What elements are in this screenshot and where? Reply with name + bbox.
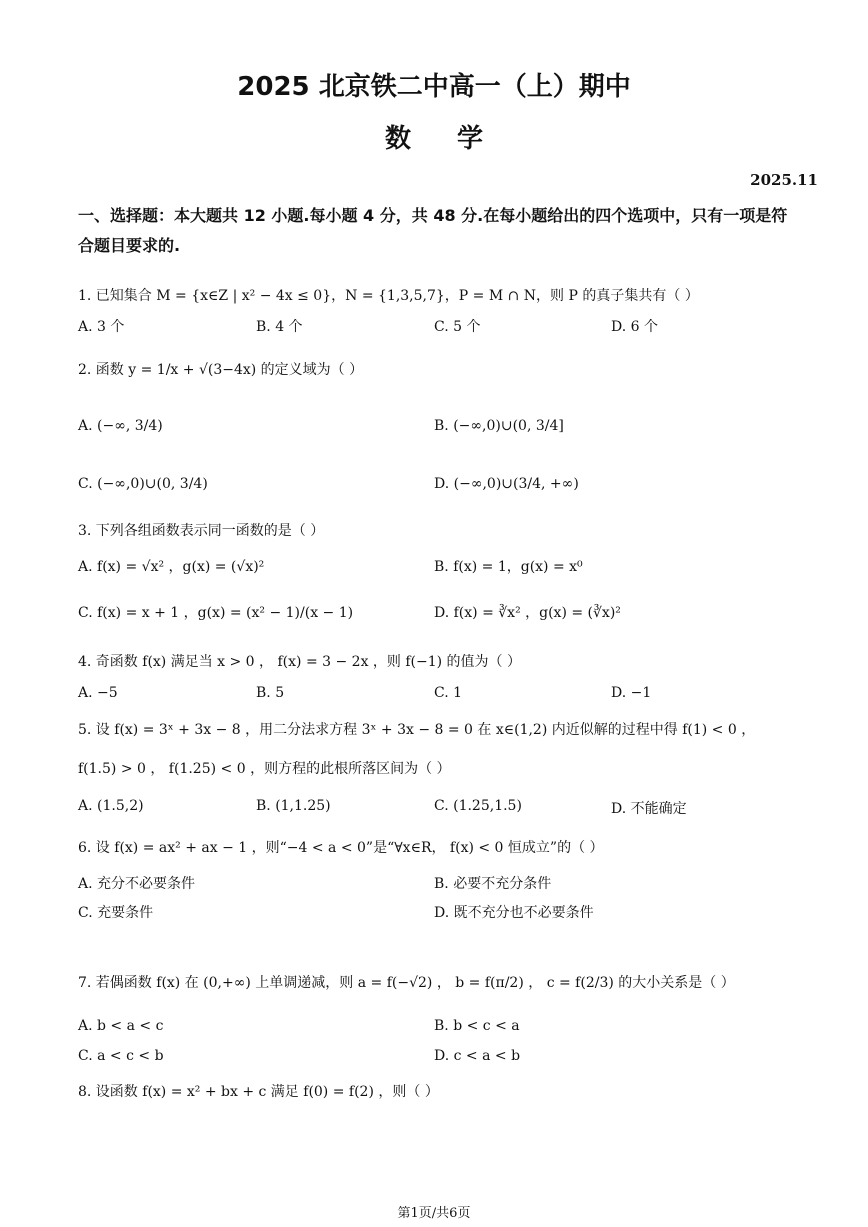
question-3-option-c: C. f(x) = x + 1 ，g(x) = (x² − 1)/(x − 1) bbox=[78, 605, 354, 621]
question-2-option-c: C. (−∞,0)∪(0, 3/4) bbox=[78, 476, 208, 492]
subject-title: 数学 bbox=[384, 124, 529, 154]
page-footer: 第1页/共6页 bbox=[397, 1206, 471, 1221]
question-6-option-c: C. 充要条件 bbox=[78, 905, 154, 921]
exam-date: 2025.11 bbox=[750, 171, 818, 189]
question-5-stem-line-2: f(1.5) > 0 ， f(1.25) < 0 ，则方程的此根所落区间为（ ） bbox=[78, 761, 451, 777]
question-5-option-c: C. (1.25,1.5) bbox=[434, 798, 522, 814]
question-3-stem: 3. 下列各组函数表示同一函数的是（ ） bbox=[78, 523, 325, 539]
question-2-option-a: A. (−∞, 3/4) bbox=[78, 418, 163, 434]
question-7-option-a: A. b < a < c bbox=[78, 1018, 164, 1034]
question-2-option-b: B. (−∞,0)∪(0, 3/4] bbox=[434, 418, 564, 434]
section-heading: 一、选择题：本大题共 12 小题.每小题 4 分，共 48 分.在每小题给出的四个选项中，只有一项是符合题目要求的. bbox=[78, 206, 788, 255]
question-5-option-b: B. (1,1.25) bbox=[256, 798, 331, 814]
question-5-option-a: A. (1.5,2) bbox=[78, 798, 144, 814]
question-6-option-b: B. 必要不充分条件 bbox=[434, 876, 552, 892]
question-2-option-d: D. (−∞,0)∪(3/4, +∞) bbox=[434, 476, 579, 492]
question-3-option-d: D. f(x) = ∛x² ，g(x) = (∛x)² bbox=[434, 605, 621, 621]
question-4-option-c: C. 1 bbox=[434, 685, 463, 701]
question-5-stem-line-1: 5. 设 f(x) = 3ˣ + 3x − 8 ，用二分法求方程 3ˣ + 3x − 8 = 0 在 x∈(1,2) 内近似解的过程中得 f(1) < 0 ， bbox=[78, 722, 756, 738]
question-1-option-b: B. 4 个 bbox=[256, 319, 303, 335]
question-4-stem: 4. 奇函数 f(x) 满足当 x > 0 ， f(x) = 3 − 2x ，则 f(−1) 的值为（ ） bbox=[78, 654, 522, 670]
question-1-stem: 1. 已知集合 M = {x∈Z | x² − 4x ≤ 0}，N = {1,3,5,7}，P = M ∩ N，则 P 的真子集共有（ ） bbox=[78, 288, 699, 304]
question-7-option-b: B. b < c < a bbox=[434, 1018, 520, 1034]
question-4-option-a: A. −5 bbox=[78, 685, 118, 701]
question-2-stem: 2. 函数 y = 1/x + √(3−4x) 的定义域为（ ） bbox=[78, 362, 364, 378]
question-7-stem: 7. 若偶函数 f(x) 在 (0,+∞) 上单调递减，则 a = f(−√2) ， b = f(π/2) ， c = f(2/3) 的大小关系是（ ） bbox=[78, 975, 735, 991]
question-5-option-d: D. 不能确定 bbox=[611, 801, 687, 817]
question-1-option-a: A. 3 个 bbox=[78, 319, 125, 335]
question-1-option-c: C. 5 个 bbox=[434, 319, 481, 335]
question-6-option-a: A. 充分不必要条件 bbox=[78, 876, 196, 892]
question-6-option-d: D. 既不充分也不必要条件 bbox=[434, 905, 594, 921]
question-4-option-b: B. 5 bbox=[256, 685, 285, 701]
question-7-option-d: D. c < a < b bbox=[434, 1048, 521, 1064]
page-title: 2025 北京铁二中高一（上）期中 bbox=[237, 72, 631, 102]
question-4-option-d: D. −1 bbox=[611, 685, 652, 701]
question-3-option-b: B. f(x) = 1，g(x) = x⁰ bbox=[434, 559, 583, 575]
question-8-stem: 8. 设函数 f(x) = x² + bx + c 满足 f(0) = f(2) ，则（ ） bbox=[78, 1084, 439, 1100]
question-1-option-d: D. 6 个 bbox=[611, 319, 658, 335]
question-7-option-c: C. a < c < b bbox=[78, 1048, 164, 1064]
question-6-stem: 6. 设 f(x) = ax² + ax − 1 ，则“−4 < a < 0”是“∀x∈R， f(x) < 0 恒成立”的（ ） bbox=[78, 840, 604, 856]
question-3-option-a: A. f(x) = √x² ，g(x) = (√x)² bbox=[78, 559, 265, 575]
